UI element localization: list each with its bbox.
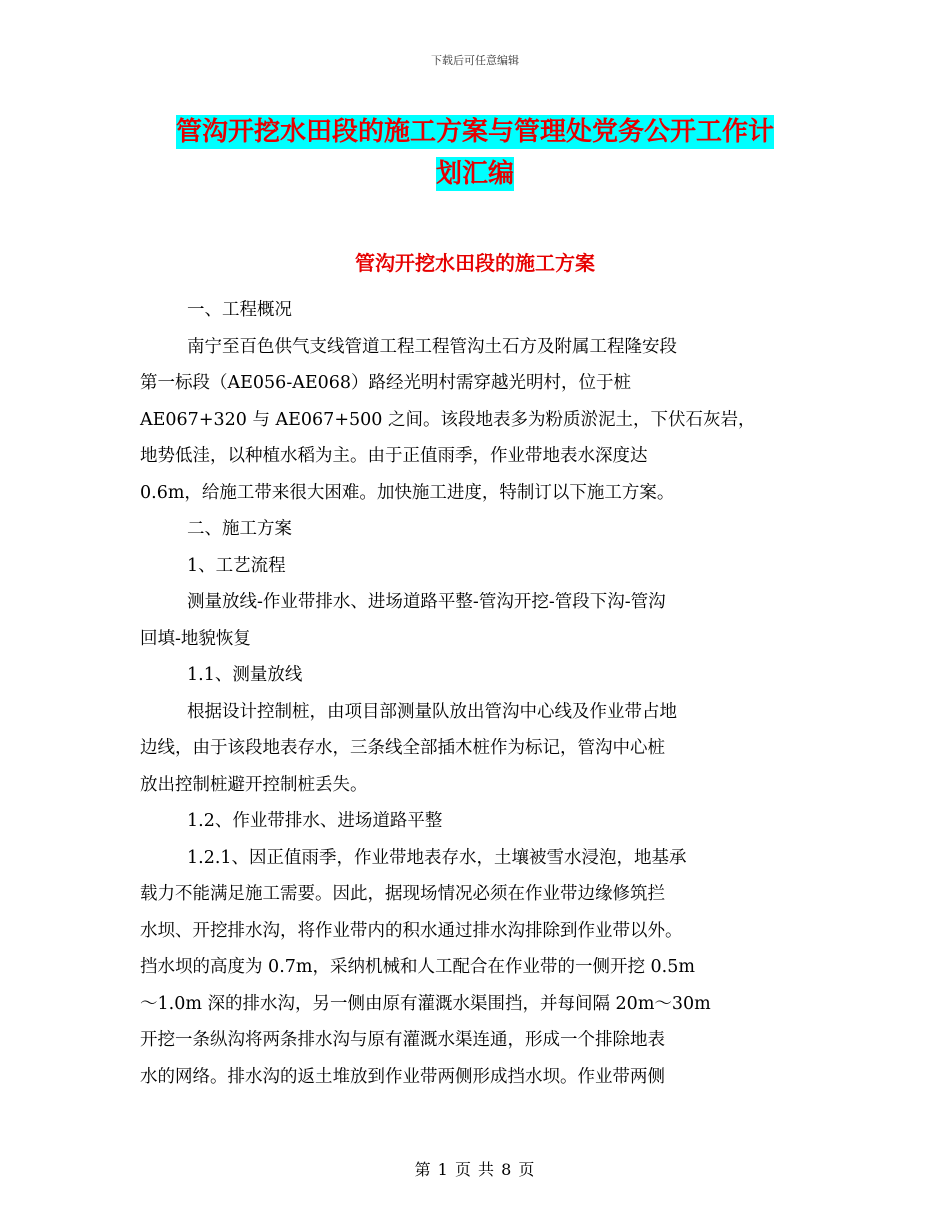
body-line: 二、施工方案: [187, 519, 292, 539]
document-title-text-2: 划汇编: [435, 159, 514, 189]
body-line: 挡水坝的高度为 0.7m，采纳机械和人工配合在作业带的一侧开挖 0.5m: [140, 957, 695, 977]
body-line: 1.1、测量放线: [187, 665, 303, 685]
page-footer: 第 1 页 共 8 页: [414, 1160, 536, 1179]
body-line: 地势低洼，以种植水稻为主。由于正值雨季，作业带地表水深度达: [140, 446, 648, 466]
document-title-line-1: [140, 110, 810, 154]
body-line: AE067+320 与 AE067+500 之间。该段地表多为粉质淤泥土，下伏石灰岩，: [140, 409, 756, 430]
body-line: 水坝、开挖排水沟，将作业带内的积水通过排水沟排除到作业带以外。: [140, 920, 683, 941]
body-line: 南宁至百色供气支线管道工程工程管沟土石方及附属工程隆安段: [187, 336, 677, 357]
body-line: ～1.0m 深的排水沟，另一侧由原有灌溉水渠围挡，并每间隔 20m～30m: [140, 993, 711, 1014]
body-line: 载力不能满足施工需要。因此，据现场情况必须在作业带边缘修筑拦: [140, 884, 665, 904]
body-line: 1、工艺流程: [187, 555, 286, 576]
page-header-note: 下载后可任意编辑: [431, 54, 519, 67]
body-line: 第一标段（AE056-AE068）路经光明村需穿越光明村，位于桩: [140, 373, 632, 393]
body-line: 0.6m，给施工带来很大困难。加快施工进度，特制订以下施工方案。: [140, 482, 675, 503]
body-line: 放出控制桩避开控制桩丢失。: [140, 774, 368, 795]
document-body: [140, 292, 820, 1095]
body-line: 开挖一条纵沟将两条排水沟与原有灌溉水渠连通，形成一个排除地表: [140, 1030, 665, 1050]
body-line: 水的网络。排水沟的返土堆放到作业带两侧形成挡水坝。作业带两侧: [140, 1066, 665, 1087]
body-line: 一、工程概况: [187, 300, 292, 320]
document-title-text-1: 管沟开挖水田段的施工方案与管理处党务公开工作计: [175, 117, 774, 147]
body-line: 1.2、作业带排水、进场道路平整: [187, 811, 443, 831]
body-line: 边线，由于该段地表存水，三条线全部插木桩作为标记，管沟中心桩: [140, 738, 665, 758]
body-line: 回填-地貌恢复: [140, 628, 251, 649]
body-line: 1.2.1、因正值雨季，作业带地表存水，土壤被雪水浸泡，地基承: [187, 847, 687, 868]
section-title: 管沟开挖水田段的施工方案: [355, 251, 595, 275]
body-line: 测量放线-作业带排水、进场道路平整-管沟开挖-管段下沟-管沟: [187, 592, 666, 612]
document-title-line-2: [140, 152, 810, 196]
body-line: 根据设计控制桩，由项目部测量队放出管沟中心线及作业带占地: [187, 701, 677, 722]
